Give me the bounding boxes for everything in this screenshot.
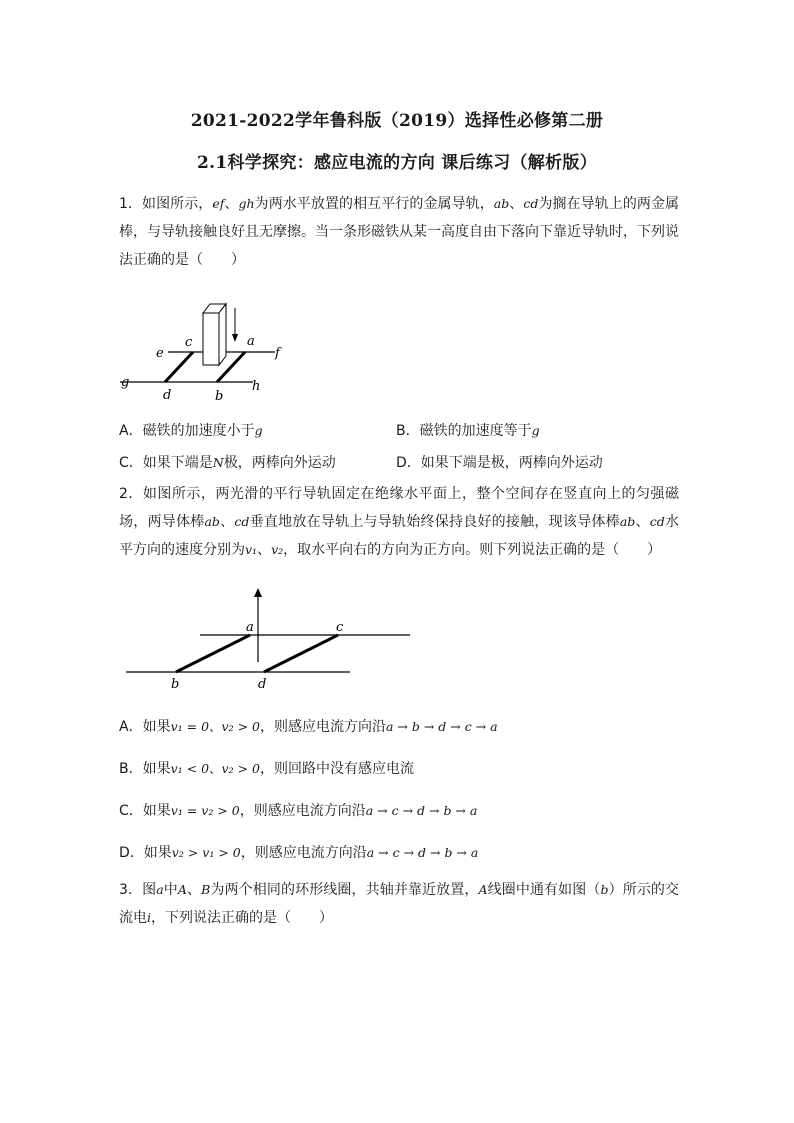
text-run: B．如果 xyxy=(119,761,171,777)
q2-option-a[interactable] xyxy=(119,716,498,736)
text-run: 、 xyxy=(257,542,272,558)
text-run: 图 xyxy=(142,882,157,898)
magnetic-field-arrow-icon xyxy=(254,588,262,662)
text-run: 垂直地放在导轨上与导轨始终保持良好的接触，现该导体棒 xyxy=(249,514,620,530)
text-run: 水平方向的速度分别为 xyxy=(119,514,680,558)
question-2-text xyxy=(119,480,679,564)
label-b: b xyxy=(215,389,224,404)
q1-option-a[interactable] xyxy=(119,420,263,440)
var-cd: cd xyxy=(523,196,539,211)
var-n: N xyxy=(212,455,224,470)
rod-cd xyxy=(165,352,193,382)
text-run: D．如果 xyxy=(119,845,172,861)
document-title: 2021-2022学年鲁科版（2019）选择性必修第二册 xyxy=(190,111,604,131)
text-run: 极，两棒向外运动 xyxy=(223,455,336,471)
label-d: d xyxy=(258,677,267,692)
text-run: ，取水平向右的方向为正方向。则下列说法正确的是（ ） xyxy=(283,542,662,558)
var-cd: cd xyxy=(649,514,665,529)
label-c: c xyxy=(336,620,344,635)
math-path: a → c → d → b → a xyxy=(366,845,479,860)
text-run: 为两水平放置的相互平行的金属导轨， xyxy=(254,196,494,212)
text-run: B．磁铁的加速度等于 xyxy=(396,423,532,439)
question-number: 1． xyxy=(119,196,143,212)
q1-option-d[interactable]: D．如果下端是极，两棒向外运动 xyxy=(396,455,603,471)
q2-option-c[interactable] xyxy=(119,800,477,820)
q1-option-b[interactable] xyxy=(396,420,540,440)
math-condition: v₁ < 0、v₂ > 0 xyxy=(170,761,261,776)
text-run: ，则感应电流方向沿 xyxy=(259,719,386,735)
math-path: a → b → d → c → a xyxy=(385,719,498,734)
var-v1: v₁ xyxy=(245,542,258,557)
document-subtitle: 2.1科学探究：感应电流的方向 课后练习（解析版） xyxy=(197,153,597,173)
var-g: g xyxy=(531,423,540,438)
q1-figure-magnet-rails xyxy=(115,298,295,406)
down-arrow-icon xyxy=(232,308,238,342)
label-g: g xyxy=(121,375,130,390)
text-run: ，则回路中没有感应电流 xyxy=(260,761,415,777)
text-run: 、 xyxy=(219,514,235,530)
text-run: C．如果下端是 xyxy=(119,455,213,471)
label-f: f xyxy=(275,346,280,361)
text-run: 为两个相同的环形线圈，共轴并靠近放置， xyxy=(210,882,479,898)
text-run: ，下列说法正确的是（ ） xyxy=(151,910,333,926)
q2-option-d[interactable] xyxy=(119,842,478,862)
text-run: 如图所示，两光滑的平行导轨固定在绝缘水平面上，整个空间存在竖直向上的匀强磁场，两导体棒 xyxy=(119,486,679,530)
text-run: 、 xyxy=(635,514,650,530)
var-b: b xyxy=(600,882,609,897)
var-A: A xyxy=(177,882,187,897)
var-i: i xyxy=(147,910,151,925)
label-b: b xyxy=(171,677,180,692)
var-ab: ab xyxy=(204,514,220,529)
text-run: 线圈中通有如图（ xyxy=(487,882,601,898)
text-run: 中 xyxy=(163,882,178,898)
label-a: a xyxy=(246,620,254,635)
question-1-text xyxy=(119,190,679,274)
question-3-text xyxy=(119,876,679,932)
math-condition: v₂ > v₁ > 0 xyxy=(171,845,241,860)
var-A: A xyxy=(478,882,488,897)
math-path: a → c → d → b → a xyxy=(365,803,478,818)
q2-figure-rails xyxy=(120,584,420,694)
text-run: C．如果 xyxy=(119,803,171,819)
text-run: ）所示的交流电 xyxy=(119,882,680,926)
q2-option-b[interactable] xyxy=(119,758,414,778)
label-d: d xyxy=(163,388,172,403)
text-run: A．磁铁的加速度小于 xyxy=(119,423,255,439)
rod-ab xyxy=(176,635,250,672)
math-condition: v₁ = 0、v₂ > 0 xyxy=(170,719,260,734)
text-run: 、 xyxy=(224,196,239,212)
text-run: 如图所示， xyxy=(142,196,213,212)
label-e: e xyxy=(156,346,164,361)
math-condition: v₁ = v₂ > 0 xyxy=(170,803,240,818)
text-run: ，则感应电流方向沿 xyxy=(240,845,367,861)
text-run: 、 xyxy=(186,882,202,898)
var-a: a xyxy=(156,882,164,897)
var-g: g xyxy=(254,423,263,438)
var-ef: ef xyxy=(212,196,225,211)
q1-option-c[interactable] xyxy=(119,452,336,472)
text-run: ，则感应电流方向沿 xyxy=(239,803,366,819)
var-v2: v₂ xyxy=(271,542,284,557)
rod-cd xyxy=(264,635,338,672)
bar-magnet xyxy=(203,304,226,365)
question-number: 3． xyxy=(119,882,143,898)
text-run: 为搁在导轨上的两金属棒，与导轨接触良好且无摩擦。当一条形磁铁从某一高度自由下落向下靠近导轨时，下列说法正确的是（ ） xyxy=(119,196,680,268)
label-h: h xyxy=(252,379,261,394)
var-ab: ab xyxy=(493,196,510,211)
text-run: A．如果 xyxy=(119,719,171,735)
var-gh: gh xyxy=(238,196,255,211)
var-cd: cd xyxy=(234,514,250,529)
var-B: B xyxy=(201,882,211,897)
label-c: c xyxy=(185,335,193,350)
question-number: 2． xyxy=(119,486,143,502)
text-run: 、 xyxy=(509,196,524,212)
label-a: a xyxy=(247,334,255,349)
var-ab: ab xyxy=(619,514,636,529)
